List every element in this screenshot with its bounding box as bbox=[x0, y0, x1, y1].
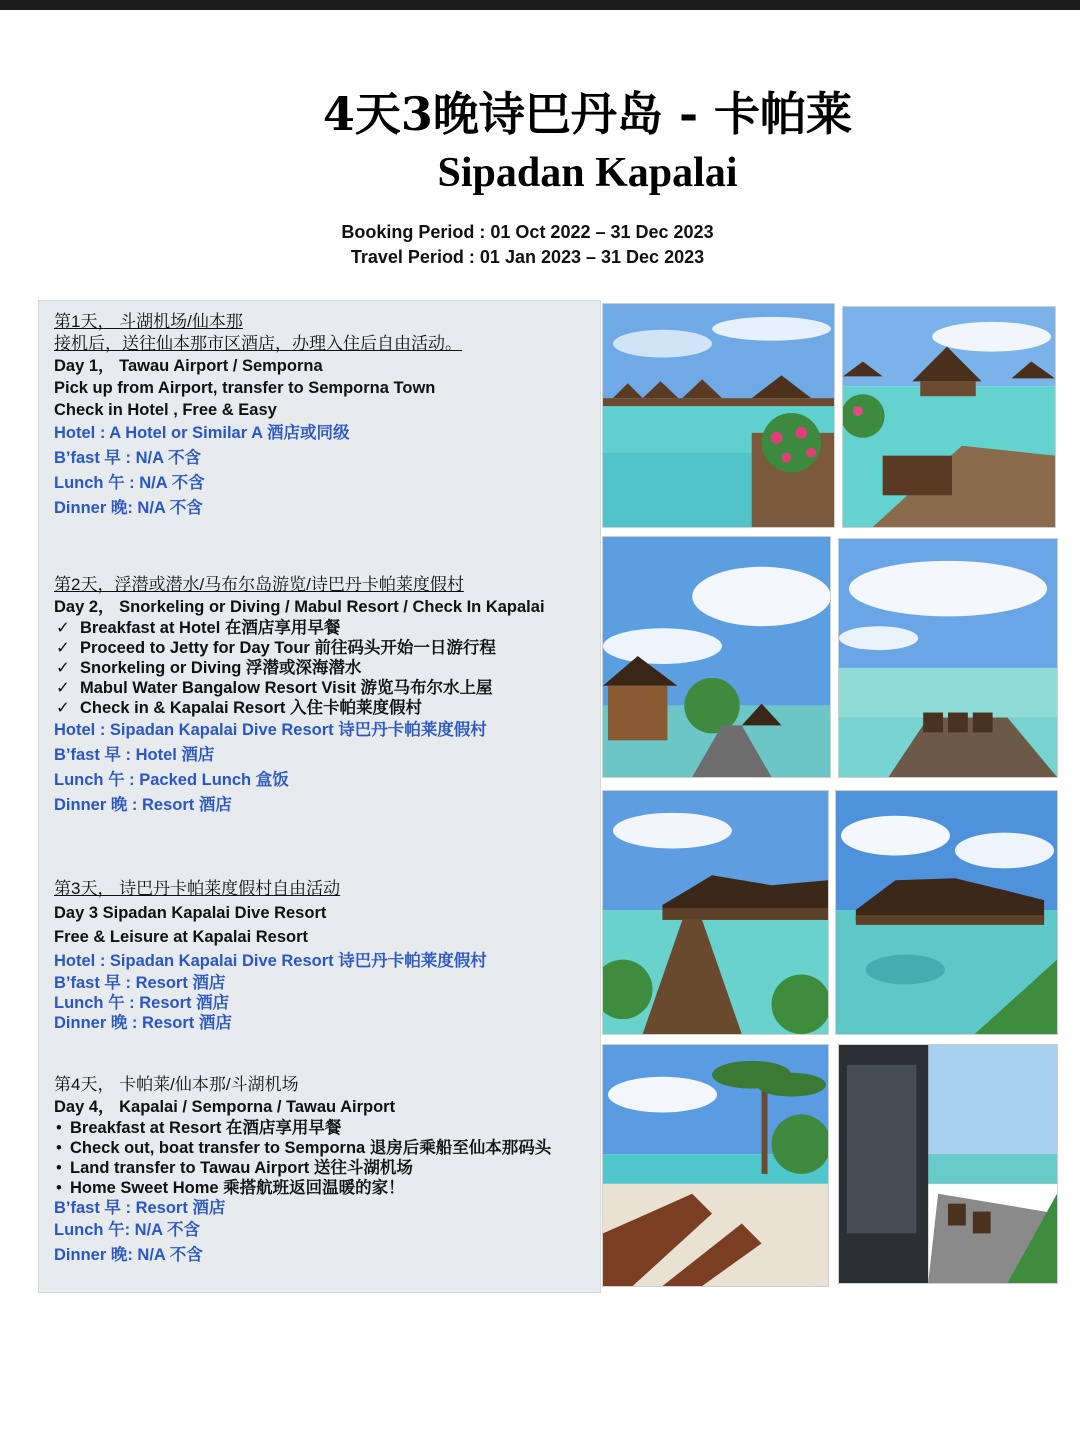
list-item-text: Snorkeling or Diving 浮潜或深海潜水 bbox=[80, 659, 362, 677]
day4-title: Day 4， Kapalai / Semporna / Tawau Airport bbox=[54, 1098, 396, 1116]
resort-photo-5 bbox=[602, 790, 829, 1035]
list-item bbox=[54, 618, 599, 638]
resort-photo-3 bbox=[602, 536, 831, 778]
day1-lunch: Lunch 午 : N/A 不含 bbox=[54, 474, 205, 492]
day3-lunch: Lunch 午 : Resort 酒店 bbox=[54, 994, 230, 1012]
list-item-text: Check out, boat transfer to Semporna 退房后乘船至仙本那码头 bbox=[70, 1139, 552, 1157]
day3-heading: 第3天， 诗巴丹卡帕莱度假村自由活动 bbox=[54, 879, 341, 898]
top-border bbox=[0, 0, 1080, 10]
resort-photo-1 bbox=[602, 303, 835, 528]
page-title-chinese: 4天3晚诗巴丹岛 - 卡帕莱 bbox=[322, 87, 853, 141]
day1-breakfast: B’fast 早 : N/A 不含 bbox=[54, 449, 201, 467]
day1-line1: Pick up from Airport, transfer to Semporna Town bbox=[54, 379, 436, 397]
day2-heading: 第2天，浮潜或潜水/马布尔岛游览/诗巴丹卡帕莱度假村 bbox=[54, 575, 464, 594]
page-title-english: Sipadan Kapalai bbox=[437, 150, 738, 196]
booking-period: Booking Period : 01 Oct 2022 – 31 Dec 2023 bbox=[341, 222, 714, 242]
day4-breakfast: B’fast 早 : Resort 酒店 bbox=[54, 1199, 226, 1217]
list-item-text: Home Sweet Home 乘搭航班返回温暖的家！ bbox=[70, 1179, 405, 1197]
list-item-text: Breakfast at Hotel 在酒店享用早餐 bbox=[80, 619, 341, 637]
list-item-text: Breakfast at Resort 在酒店享用早餐 bbox=[70, 1119, 342, 1137]
resort-photo-6 bbox=[835, 790, 1058, 1035]
day2-lunch: Lunch 午 : Packed Lunch 盒饭 bbox=[54, 771, 289, 789]
day2-title: Day 2， Snorkeling or Diving / Mabul Resort / Check In Kapalai bbox=[54, 598, 545, 616]
list-item bbox=[54, 638, 599, 658]
check-icon: ✓ bbox=[56, 699, 70, 717]
list-item bbox=[54, 1138, 599, 1158]
bullet-icon: • bbox=[56, 1139, 62, 1157]
bullet-icon: • bbox=[56, 1159, 62, 1177]
day2-section bbox=[54, 574, 599, 818]
day4-heading: 第4天， 卡帕莱/仙本那/斗湖机场 bbox=[54, 1075, 299, 1094]
list-item-text: Land transfer to Tawau Airport 送往斗湖机场 bbox=[70, 1159, 413, 1177]
day3-dinner: Dinner 晚 : Resort 酒店 bbox=[54, 1014, 232, 1032]
day3-line1: Free & Leisure at Kapalai Resort bbox=[54, 928, 309, 946]
bullet-icon: • bbox=[56, 1179, 62, 1197]
day2-breakfast: B’fast 早 : Hotel 酒店 bbox=[54, 746, 215, 764]
list-item bbox=[54, 678, 599, 698]
day3-breakfast: B’fast 早 : Resort 酒店 bbox=[54, 974, 226, 992]
day2-hotel: Hotel : Sipadan Kapalai Dive Resort 诗巴丹卡帕莱度假村 bbox=[54, 721, 487, 739]
resort-photo-4 bbox=[838, 538, 1058, 778]
day3-title: Day 3 Sipadan Kapalai Dive Resort bbox=[54, 904, 327, 922]
day1-dinner: Dinner 晚: N/A 不含 bbox=[54, 499, 203, 517]
list-item bbox=[54, 658, 599, 678]
day1-section bbox=[54, 311, 599, 521]
check-icon: ✓ bbox=[56, 679, 70, 697]
list-item bbox=[54, 698, 599, 718]
list-item bbox=[54, 1178, 599, 1198]
day1-hotel: Hotel : A Hotel or Similar A 酒店或同级 bbox=[54, 424, 350, 442]
resort-photo-7 bbox=[602, 1044, 829, 1287]
check-icon: ✓ bbox=[56, 619, 70, 637]
travel-period: Travel Period : 01 Jan 2023 – 31 Dec 2023 bbox=[350, 247, 705, 267]
bullet-icon: • bbox=[56, 1119, 62, 1137]
day1-title: Day 1， Tawau Airport / Semporna bbox=[54, 357, 323, 375]
resort-photo-8 bbox=[838, 1044, 1058, 1284]
list-item-text: Check in & Kapalai Resort 入住卡帕莱度假村 bbox=[80, 699, 422, 717]
day1-subheading: 接机后，送往仙本那市区酒店，办理入住后自由活动。 bbox=[54, 334, 462, 353]
list-item bbox=[54, 1118, 599, 1138]
list-item bbox=[54, 1158, 599, 1178]
day1-line2: Check in Hotel , Free & Easy bbox=[54, 401, 277, 419]
list-item-text: Mabul Water Bangalow Resort Visit 游览马布尔水上屋 bbox=[80, 679, 493, 697]
day2-dinner: Dinner 晚 : Resort 酒店 bbox=[54, 796, 232, 814]
day3-section bbox=[54, 877, 599, 1033]
day3-hotel: Hotel : Sipadan Kapalai Dive Resort 诗巴丹卡帕莱度假村 bbox=[54, 952, 487, 970]
check-icon: ✓ bbox=[56, 659, 70, 677]
list-item-text: Proceed to Jetty for Day Tour 前往码头开始一日游行程 bbox=[80, 639, 496, 657]
day4-lunch: Lunch 午: N/A 不含 bbox=[54, 1221, 201, 1239]
day4-section bbox=[54, 1074, 599, 1268]
day1-heading: 第1天， 斗湖机场/仙本那 bbox=[54, 312, 243, 331]
check-icon: ✓ bbox=[56, 639, 70, 657]
day4-dinner: Dinner 晚: N/A 不含 bbox=[54, 1246, 203, 1264]
resort-photo-2 bbox=[842, 306, 1056, 528]
itinerary-panel bbox=[38, 300, 601, 1293]
